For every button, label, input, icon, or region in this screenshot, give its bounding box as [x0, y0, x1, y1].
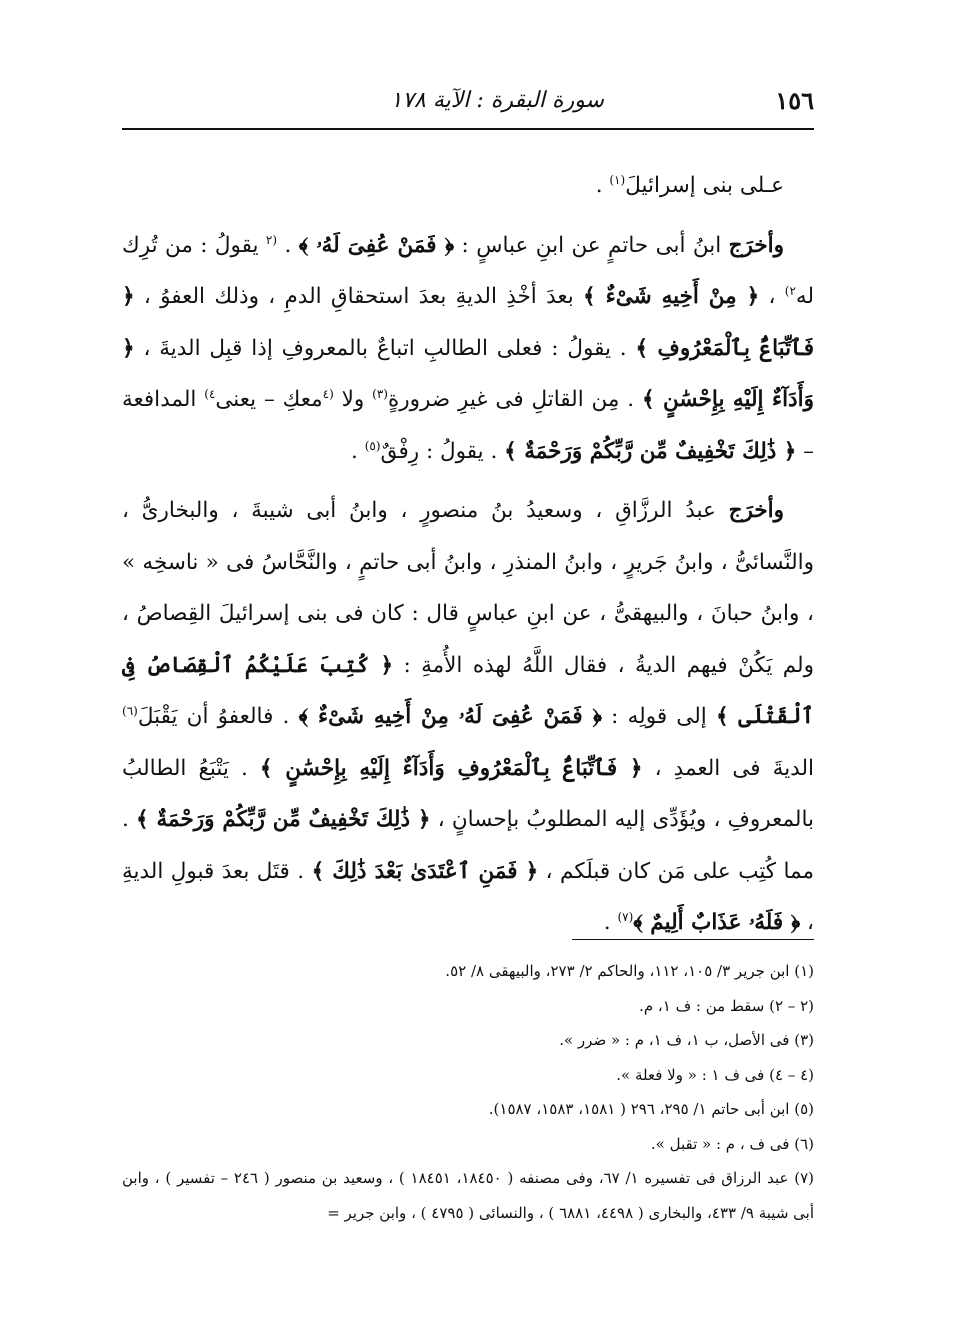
quran-quote: ﴿ مِنْ أَخِيهِ شَىْءٌ ﴾ [583, 284, 760, 309]
footnote: (٤ – ٤) فى ف ١ : « ولا فعلة ». [616, 1065, 814, 1084]
footnote-ref: (٥) [364, 438, 381, 453]
text-run: . [595, 173, 610, 198]
narration-keyword: وأخرَج [728, 498, 784, 523]
narration-keyword: وأخرَج [728, 232, 784, 258]
text-run: عبدُ الرزَّاقِ ، وسعيدُ بنُ منصورٍ ، وابنُ أبى شيبةَ ، والبخارىُّ ، والنَّسائىُّ ، وابنُ جَريرٍ ، وابنُ المنذرِ ، وابنُ أبى حاتمٍ ، والنَّحَّاسُ فى « ناسخِه » ، وابنُ حبانَ ، والبيهقىُّ ، عن ابنِ عباسٍ قال : كان فى بنى إسرائيلَ القِصاصُ ، ولم يَكُنْ فيهم الديةُ ، فقال اللَّهُ لهذه الأُمةِ : [122, 498, 814, 678]
footnote-ref: (١) [609, 172, 626, 187]
text-run: . [351, 438, 365, 464]
footnote-ref: ٤) [204, 386, 216, 401]
page-header [122, 80, 814, 130]
quran-quote: ﴿ فَلَهُۥ عَذَابٌ أَلِيمٌ ﴾ [633, 910, 801, 935]
text-run: . يقولُ : رِفْقٌ [380, 438, 505, 464]
footnote: (٢ – ٢) سقط من : ف ١، م. [639, 996, 814, 1015]
footnote-divider [572, 939, 814, 940]
footnote: (٥) ابن أبى حاتم ١/ ٢٩٥، ٢٩٦ ( ١٥٨١، ١٥٨٣، ١٥٨٧). [488, 1100, 814, 1118]
page-number: ١٥٦ [775, 86, 814, 115]
text-run: . [603, 910, 618, 935]
quran-quote: ﴿ ذَٰلِكَ تَخْفِيفٌ مِّن رَّبِّكُمْ وَرَحْمَةٌ ﴾ [504, 438, 797, 464]
text-run: ابنُ أبى حاتمٍ عن ابنِ عباسٍ : [454, 232, 729, 258]
quran-quote: ﴿ فَٱتِّبَاعٌۢ بِٱلْمَعْرُوفِ ﴾ [122, 284, 815, 361]
quran-quote: ﴿ كُتِبَ عَلَيْكُمُ ٱلْقِصَاصُ فِى ٱلْقَتْلَى ﴾ [122, 652, 814, 729]
quran-quote: ﴿ وَأَدَآءٌ إِلَيْهِ بِإِحْسَٰنٍ ﴾ [122, 335, 814, 412]
footnote: (٧) عبد الرزاق فى تفسيره ١/ ٦٧، وفى مصنفه ( ١٨٤٥٠، ١٨٤٥١ ) ، وسعيد بن منصور ( ٢٤٦ – تفسير ) ، وابن أبى شيبة ٩/ ٤٣٣، والبخارى ( ٤٤٩٨، ٦٨٨١ ) ، والنسائى ( ٤٧٩٥ ) ، وابن جرير = [122, 1169, 814, 1222]
text-run: . فالعفوُ أن يَقْبَلَ [137, 704, 299, 729]
quran-quote: ﴿ فَمَنِ ٱعْتَدَىٰ بَعْدَ ذَٰلِكَ ﴾ [311, 858, 539, 884]
text-run: معكِ – يعنى [215, 387, 323, 412]
text-run: ولا [333, 387, 373, 412]
footnote-ref: (٧) [617, 909, 634, 924]
footnote-ref: (٤ [322, 386, 334, 401]
quran-quote: ﴿ فَمَنْ عُفِىَ لَهُۥ ﴾ [298, 232, 455, 258]
paragraph-abd-al-razzaq [122, 485, 814, 949]
footnote-ref: (٦) [122, 703, 138, 718]
running-title: سورة البقرة : الآية ١٧٨ [390, 88, 604, 113]
quran-quote: ﴿ فَٱتِّبَاعٌۢ بِٱلْمَعْرُوفِ وَأَدَآءٌ إِلَيْهِ بِإِحْسَٰنٍ ﴾ [259, 755, 643, 781]
text-run: . قتَل بعدَ قبولِ الديةِ ، [122, 858, 814, 935]
footnotes [122, 954, 814, 1230]
quran-quote: ﴿ فَمَنْ عُفِىَ لَهُۥ مِنْ أَخِيهِ شَىْءٌ ﴾ [298, 704, 602, 729]
main-text [122, 160, 814, 957]
paragraph-continuation [122, 160, 814, 212]
text-run: عـلى بنى إسرائيلَ [625, 173, 784, 198]
text-run: ، [759, 284, 785, 309]
text-run: . مما كُتِب على مَن كان قبلَكم ، [122, 807, 814, 884]
text-run: . يَتْبَعُ الطالبُ بالمعروفِ ، ويُؤَدِّى إليه المطلوبُ بإحسانٍ ، [122, 755, 815, 832]
footnote: (١) ابن جرير ٣/ ١٠٥، ١١٢، والحاكم ٢/ ٢٧٣، والبيهقى ٨/ ٥٢. [445, 962, 814, 980]
paragraph-ibn-abi-hatim [122, 220, 814, 478]
text-run: المدافعة – [122, 387, 814, 464]
text-run: . مِن القاتلِ فى غيرِ ضرورةٍ [387, 387, 642, 412]
footnote-ref: (٢ [265, 232, 278, 247]
text-run: يقولُ : من تُرِك له [122, 232, 814, 309]
footnote: (٣) فى الأصل، ب ١، ف ١، م : « ضرر ». [559, 1031, 814, 1049]
text-run: بعدَ أخْذِ الديةِ بعدَ استحقاقِ الدمِ ، وذلك العفوُ ، [134, 284, 584, 309]
footnote-ref: (٣) [372, 386, 388, 401]
text-run: . [277, 232, 299, 258]
text-run: الديةَ فى العمدِ ، [642, 755, 814, 781]
text-run: إلى قولِه : [601, 704, 716, 729]
footnote: (٦) فى ف ، م : « تقبل ». [650, 1134, 814, 1153]
quran-quote: ﴿ ذَٰلِكَ تَخْفِيفٌ مِّن رَّبِّكُمْ وَرَحْمَةٌ ﴾ [136, 807, 431, 832]
text-run: . يقولُ : فعلى الطالبِ اتباعٌ بالمعروفِ إذا قبِل الديةَ ، [134, 335, 636, 361]
footnote-ref: ٢) [784, 283, 796, 298]
